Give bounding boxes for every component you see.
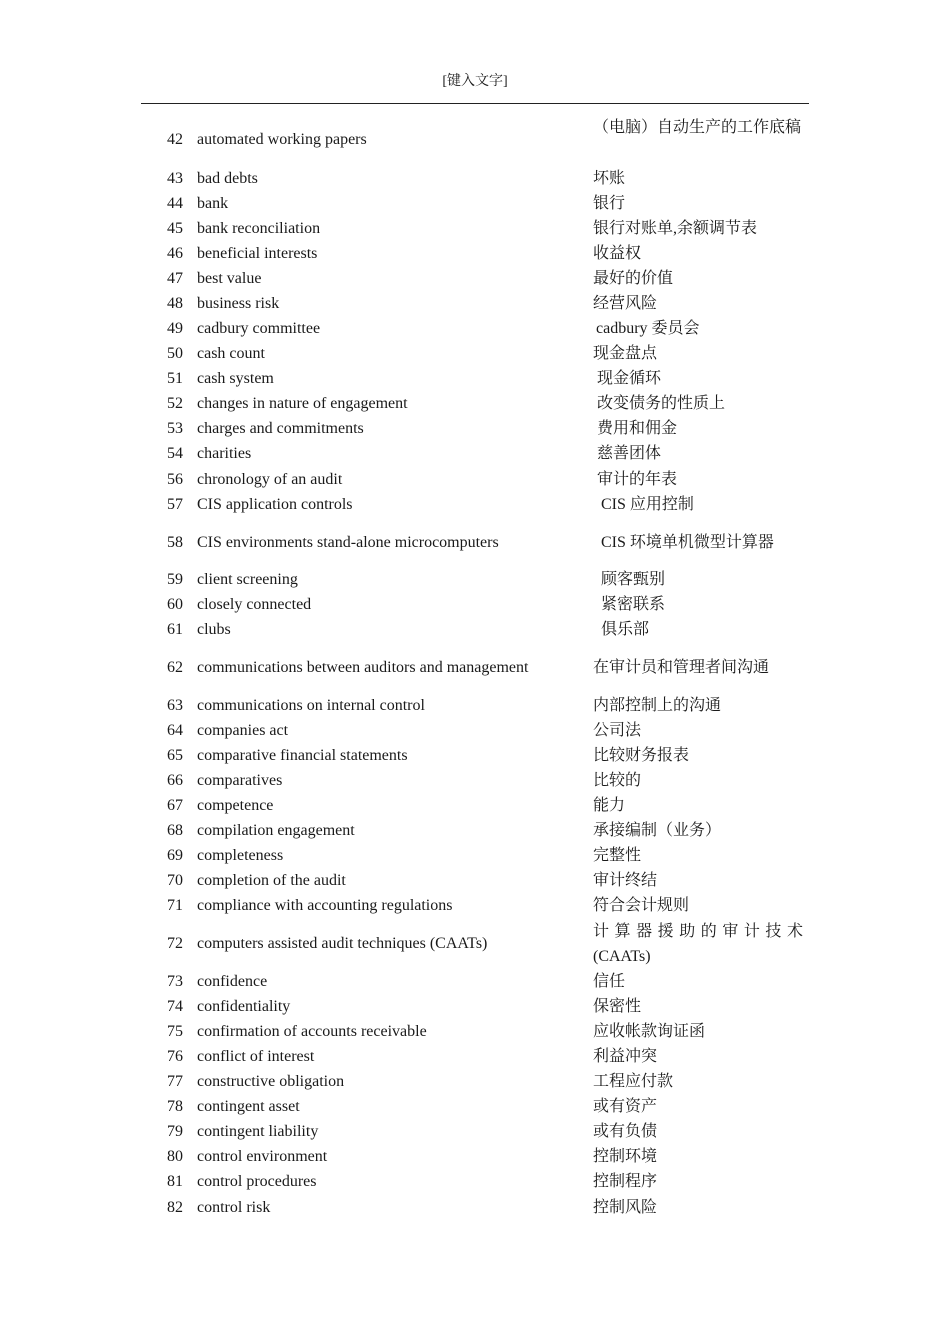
- entry-translation: 应收帐款询证函: [593, 1023, 706, 1040]
- entry-number: 44: [167, 195, 183, 212]
- entry-translation: CIS 环境单机微型计算器: [601, 534, 774, 551]
- entry-term: closely connected: [197, 596, 312, 613]
- entry-term: cash system: [197, 370, 274, 387]
- entry-number: 60: [167, 596, 183, 613]
- entry-translation: （电脑）自动生产的工作底稿: [593, 119, 802, 136]
- entry-number: 81: [167, 1173, 183, 1190]
- entry-translation: 现金盘点: [593, 345, 658, 362]
- entry-number: 65: [167, 747, 183, 764]
- entry-term: CIS application controls: [197, 496, 353, 513]
- entry-number: 45: [167, 220, 183, 237]
- entry-number: 80: [167, 1148, 183, 1165]
- entry-number: 77: [167, 1073, 183, 1090]
- entry-term: contingent asset: [197, 1098, 300, 1115]
- entry-translation: 公司法: [593, 722, 642, 739]
- entry-term: completeness: [197, 847, 284, 864]
- entry-number: 63: [167, 697, 183, 714]
- entry-number: 78: [167, 1098, 183, 1115]
- entry-translation: 改变债务的性质上: [597, 395, 726, 412]
- entry-translation: 紧密联系: [601, 596, 666, 613]
- entry-term: charities: [197, 445, 252, 462]
- entry-number: 59: [167, 571, 183, 588]
- entry-number: 69: [167, 847, 183, 864]
- entry-term: communications on internal control: [197, 697, 425, 714]
- entry-number: 72: [167, 935, 183, 952]
- entry-term: control procedures: [197, 1173, 317, 1190]
- entry-number: 49: [167, 320, 183, 337]
- entry-number: 48: [167, 295, 183, 312]
- header-rule: [141, 103, 809, 104]
- entry-number: 62: [167, 659, 183, 676]
- entry-translation: 费用和佣金: [597, 420, 678, 437]
- entry-number: 53: [167, 420, 183, 437]
- entry-translation: 收益权: [593, 245, 642, 262]
- entry-term: computers assisted audit techniques (CAATs): [197, 935, 488, 952]
- entry-term: bad debts: [197, 170, 258, 187]
- entry-number: 46: [167, 245, 183, 262]
- entry-term: bank reconciliation: [197, 220, 321, 237]
- entry-number: 70: [167, 872, 183, 889]
- entry-translation: 控制程序: [593, 1173, 658, 1190]
- entry-term: confidentiality: [197, 998, 291, 1015]
- entry-term: best value: [197, 270, 262, 287]
- entry-term: companies act: [197, 722, 289, 739]
- entry-translation: 坏账: [593, 170, 626, 187]
- entry-number: 75: [167, 1023, 183, 1040]
- entry-term: business risk: [197, 295, 280, 312]
- entry-number: 61: [167, 621, 183, 638]
- entry-number: 76: [167, 1048, 183, 1065]
- entry-term: contingent liability: [197, 1123, 319, 1140]
- entry-number: 74: [167, 998, 183, 1015]
- entry-number: 66: [167, 772, 183, 789]
- entry-translation: 银行: [593, 195, 626, 212]
- entry-term: client screening: [197, 571, 298, 588]
- entry-translation: 承接编制（业务）: [593, 822, 722, 839]
- entry-translation: 现金循环: [597, 370, 662, 387]
- entry-number: 50: [167, 345, 183, 362]
- entry-translation: 审计的年表: [597, 471, 678, 488]
- entry-number: 71: [167, 897, 183, 914]
- entry-number: 79: [167, 1123, 183, 1140]
- entry-translation: 审计终结: [593, 872, 658, 889]
- entry-term: bank: [197, 195, 229, 212]
- entry-translation: 控制环境: [593, 1148, 658, 1165]
- entry-translation: 在审计员和管理者间沟通: [593, 659, 770, 676]
- entry-term: charges and commitments: [197, 420, 364, 437]
- entry-translation: 或有资产: [593, 1098, 658, 1115]
- entry-number: 73: [167, 973, 183, 990]
- entry-term: confidence: [197, 973, 268, 990]
- entry-translation: 或有负债: [593, 1123, 658, 1140]
- entry-translation: 比较的: [593, 772, 642, 789]
- entry-number: 67: [167, 797, 183, 814]
- entry-term: CIS environments stand-alone microcomputers: [197, 534, 499, 551]
- entry-translation: 控制风险: [593, 1199, 658, 1216]
- entry-translation: 保密性: [593, 998, 642, 1015]
- entry-number: 52: [167, 395, 183, 412]
- entry-number: 51: [167, 370, 183, 387]
- entry-term: comparatives: [197, 772, 283, 789]
- entry-translation: 符合会计规则: [593, 897, 690, 914]
- entry-translation: 内部控制上的沟通: [593, 697, 722, 714]
- entry-translation: 顾客甄别: [601, 571, 666, 588]
- entry-translation: 信任: [593, 973, 626, 990]
- entry-term: cadbury committee: [197, 320, 321, 337]
- entry-term: constructive obligation: [197, 1073, 345, 1090]
- entry-translation: CIS 应用控制: [601, 496, 694, 513]
- entry-translation: 经营风险: [593, 295, 658, 312]
- entry-term: communications between auditors and management: [197, 659, 529, 676]
- entry-term: comparative financial statements: [197, 747, 408, 764]
- entry-number: 56: [167, 471, 183, 488]
- entry-translation: 完整性: [593, 847, 642, 864]
- entry-number: 58: [167, 534, 183, 551]
- entry-term: competence: [197, 797, 274, 814]
- entry-number: 42: [167, 131, 183, 148]
- entry-term: clubs: [197, 621, 231, 638]
- entry-number: 64: [167, 722, 183, 739]
- entry-translation: 最好的价值: [593, 270, 674, 287]
- entry-translation: 计 算 器 援 助 的 审 计 技 术 (CAATs): [593, 923, 803, 965]
- entry-number: 57: [167, 496, 183, 513]
- entry-number: 47: [167, 270, 183, 287]
- entry-translation: 利益冲突: [593, 1048, 658, 1065]
- entry-translation: 比较财务报表: [593, 747, 690, 764]
- entry-number: 68: [167, 822, 183, 839]
- entry-number: 54: [167, 445, 183, 462]
- entry-term: chronology of an audit: [197, 471, 343, 488]
- entry-translation: 银行对账单,余额调节表: [593, 220, 758, 237]
- entry-term: compliance with accounting regulations: [197, 897, 453, 914]
- entry-term: confirmation of accounts receivable: [197, 1023, 427, 1040]
- entry-number: 43: [167, 170, 183, 187]
- entry-translation: 能力: [593, 797, 626, 814]
- entry-term: completion of the audit: [197, 872, 346, 889]
- entry-translation: 工程应付款: [593, 1073, 674, 1090]
- entry-term: control environment: [197, 1148, 328, 1165]
- entry-term: control risk: [197, 1199, 271, 1216]
- entry-term: automated working papers: [197, 131, 367, 148]
- entry-translation: 慈善团体: [597, 445, 662, 462]
- entry-term: changes in nature of engagement: [197, 395, 408, 412]
- entry-translation: 俱乐部: [601, 621, 650, 638]
- entry-term: cash count: [197, 345, 265, 362]
- page-header: [键入文字]: [442, 74, 508, 89]
- entry-number: 82: [167, 1199, 183, 1216]
- entry-term: beneficial interests: [197, 245, 318, 262]
- entry-term: compilation engagement: [197, 822, 355, 839]
- entry-translation: cadbury 委员会: [596, 320, 700, 337]
- entry-term: conflict of interest: [197, 1048, 315, 1065]
